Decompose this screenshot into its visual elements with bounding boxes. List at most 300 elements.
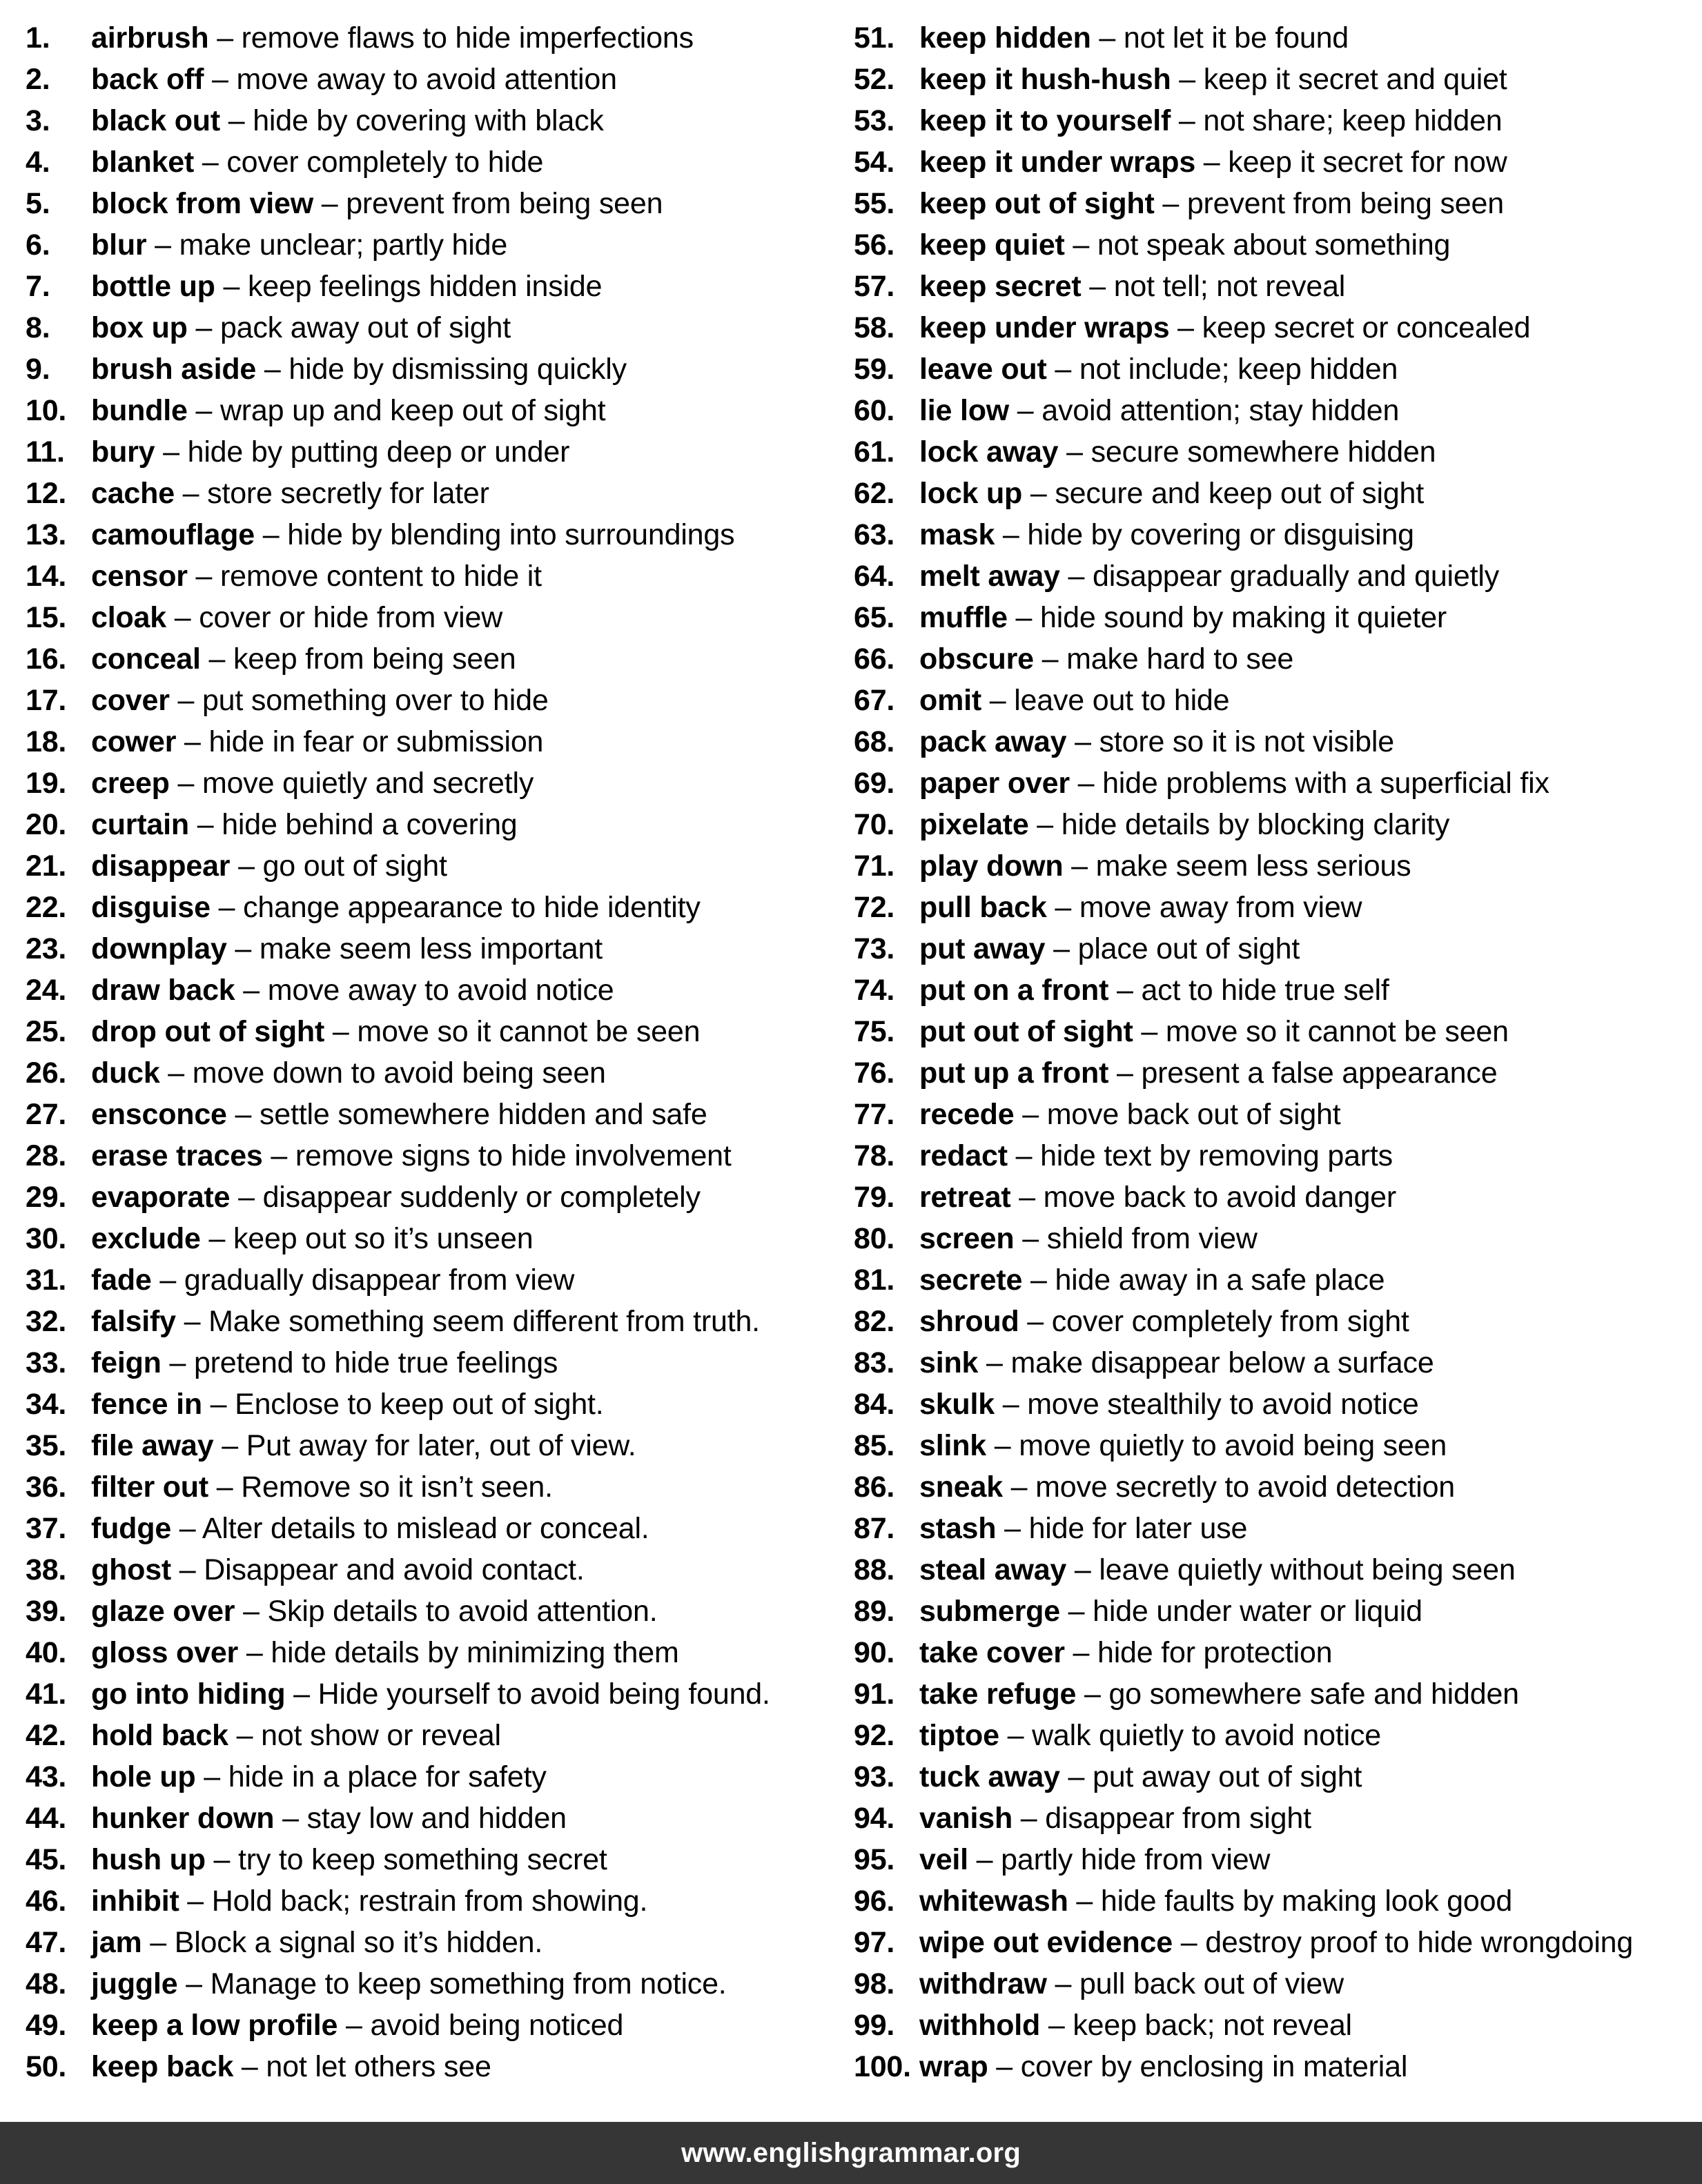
item-body xyxy=(91,721,543,763)
list-item xyxy=(26,307,840,348)
item-number: 25. xyxy=(26,1015,67,1048)
item-term: recede xyxy=(919,1098,1015,1131)
item-separator: – xyxy=(155,435,188,469)
item-term: glaze over xyxy=(91,1595,235,1628)
item-separator: – xyxy=(1022,1263,1055,1297)
item-term: hush up xyxy=(91,1843,206,1876)
list-item xyxy=(26,431,840,473)
item-term: censor xyxy=(91,560,188,593)
item-term: blur xyxy=(91,228,147,262)
item-body xyxy=(91,680,549,721)
item-term: cower xyxy=(91,725,177,758)
item-number: 7. xyxy=(26,270,50,303)
item-separator: – xyxy=(202,1388,235,1421)
list-item xyxy=(26,721,840,763)
item-body xyxy=(91,1011,700,1052)
item-term: hole up xyxy=(91,1760,196,1793)
list-item xyxy=(26,1094,840,1135)
item-number: 69. xyxy=(854,767,895,800)
item-definition: stay low and hidden xyxy=(306,1802,567,1835)
item-number: 40. xyxy=(26,1636,67,1669)
item-term: melt away xyxy=(919,560,1060,593)
item-number: 49. xyxy=(26,2009,67,2042)
item-term: hold back xyxy=(91,1719,228,1752)
item-body xyxy=(919,970,1389,1011)
list-item xyxy=(854,887,1702,928)
item-separator: – xyxy=(213,1429,246,1462)
item-number: 62. xyxy=(854,477,895,510)
item-definition: keep it secret and quiet xyxy=(1203,63,1507,96)
list-item xyxy=(854,1591,1702,1632)
item-definition: cover completely from sight xyxy=(1051,1305,1409,1338)
item-separator: – xyxy=(986,1429,1019,1462)
list-item xyxy=(26,59,840,100)
list-item xyxy=(26,1963,840,2005)
item-separator: – xyxy=(995,518,1028,551)
item-number: 78. xyxy=(854,1139,895,1172)
item-separator: – xyxy=(1069,767,1103,800)
item-term: keep back xyxy=(91,2050,234,2083)
item-separator: – xyxy=(1046,353,1079,386)
item-separator: – xyxy=(1064,1636,1097,1669)
item-body xyxy=(91,1673,770,1715)
item-separator: – xyxy=(1066,725,1099,758)
item-body xyxy=(919,1673,1519,1715)
item-definition: hide sound by making it quieter xyxy=(1040,601,1447,634)
item-separator: – xyxy=(1014,1098,1047,1131)
item-definition: prevent from being seen xyxy=(346,187,663,220)
item-term: wrap xyxy=(919,2050,988,2083)
item-number: 60. xyxy=(854,394,895,427)
item-body xyxy=(91,431,569,473)
item-definition: not tell; not reveal xyxy=(1113,270,1346,303)
item-number: 38. xyxy=(26,1553,67,1586)
item-body xyxy=(91,1135,732,1177)
item-definition: not share; keep hidden xyxy=(1203,104,1503,137)
item-body xyxy=(919,1632,1332,1673)
list-item xyxy=(854,473,1702,514)
list-item xyxy=(854,1425,1702,1466)
item-term: blanket xyxy=(91,146,195,179)
list-item xyxy=(854,638,1702,680)
list-item xyxy=(26,141,840,183)
item-definition: leave quietly without being seen xyxy=(1099,1553,1516,1586)
item-definition: make seem less important xyxy=(259,932,603,965)
item-number: 37. xyxy=(26,1512,67,1545)
item-number: 58. xyxy=(854,311,895,344)
item-definition: pull back out of view xyxy=(1079,1967,1344,2000)
item-body xyxy=(91,1839,607,1880)
item-body xyxy=(91,1259,574,1301)
item-separator: – xyxy=(274,1802,307,1835)
item-number: 26. xyxy=(26,1056,67,1090)
item-separator: – xyxy=(1171,104,1204,137)
item-body xyxy=(919,307,1530,348)
item-number: 32. xyxy=(26,1305,67,1338)
list-item xyxy=(854,1880,1702,1922)
item-number: 17. xyxy=(26,684,67,717)
item-body xyxy=(91,1591,657,1632)
item-definition: keep out so it’s unseen xyxy=(233,1222,534,1255)
list-item xyxy=(26,1549,840,1591)
item-body xyxy=(919,1052,1497,1094)
item-term: pack away xyxy=(919,725,1067,758)
item-separator: – xyxy=(1045,932,1078,965)
item-number: 91. xyxy=(854,1678,895,1711)
item-term: back off xyxy=(91,63,204,96)
item-term: duck xyxy=(91,1056,160,1090)
item-body xyxy=(919,928,1300,970)
item-separator: – xyxy=(996,1512,1029,1545)
item-separator: – xyxy=(228,1719,262,1752)
item-term: redact xyxy=(919,1139,1008,1172)
list-item xyxy=(26,1632,840,1673)
item-body xyxy=(919,763,1549,804)
item-term: disguise xyxy=(91,891,211,924)
item-separator: – xyxy=(187,394,220,427)
item-body xyxy=(91,1384,604,1425)
item-term: lie low xyxy=(919,394,1010,427)
list-item xyxy=(26,1508,840,1549)
item-body xyxy=(91,183,663,224)
item-definition: hide details by minimizing them xyxy=(271,1636,679,1669)
list-item xyxy=(26,1384,840,1425)
item-number: 61. xyxy=(854,435,895,469)
list-item xyxy=(854,183,1702,224)
list-item xyxy=(26,1466,840,1508)
item-body xyxy=(91,1425,636,1466)
item-term: cloak xyxy=(91,601,166,634)
list-item xyxy=(26,473,840,514)
item-separator: – xyxy=(978,1346,1011,1379)
item-definition: leave out to hide xyxy=(1014,684,1230,717)
item-term: draw back xyxy=(91,974,235,1007)
item-body xyxy=(91,473,489,514)
item-separator: – xyxy=(200,1222,233,1255)
word-list-column-left xyxy=(26,17,840,2087)
item-body xyxy=(91,1715,501,1756)
item-number: 30. xyxy=(26,1222,67,1255)
item-separator: – xyxy=(174,477,208,510)
item-number: 12. xyxy=(26,477,67,510)
list-item xyxy=(854,1011,1702,1052)
item-definition: go out of sight xyxy=(262,849,447,883)
item-term: keep it hush-hush xyxy=(919,63,1171,96)
list-item xyxy=(854,555,1702,597)
word-list-column-right xyxy=(854,17,1702,2087)
item-definition: Manage to keep something from notice. xyxy=(210,1967,727,2000)
list-item xyxy=(854,1839,1702,1880)
item-separator: – xyxy=(208,21,242,55)
item-body xyxy=(91,1177,701,1218)
item-definition: cover by enclosing in material xyxy=(1020,2050,1408,2083)
item-number: 42. xyxy=(26,1719,67,1752)
list-item xyxy=(854,1384,1702,1425)
item-number: 86. xyxy=(854,1470,895,1504)
item-term: stash xyxy=(919,1512,997,1545)
item-number: 4. xyxy=(26,146,50,179)
item-definition: Hide yourself to avoid being found. xyxy=(317,1678,770,1711)
item-definition: secure and keep out of sight xyxy=(1055,477,1424,510)
item-number: 81. xyxy=(854,1263,895,1297)
item-separator: – xyxy=(188,808,222,841)
item-separator: – xyxy=(1013,1802,1046,1835)
item-definition: Disappear and avoid contact. xyxy=(204,1553,585,1586)
item-number: 14. xyxy=(26,560,67,593)
item-term: put on a front xyxy=(919,974,1109,1007)
item-term: drop out of sight xyxy=(91,1015,325,1048)
item-separator: – xyxy=(1007,1139,1041,1172)
item-definition: disappear from sight xyxy=(1045,1802,1311,1835)
item-definition: move back out of sight xyxy=(1046,1098,1341,1131)
item-separator: – xyxy=(1171,63,1204,96)
item-definition: secure somewhere hidden xyxy=(1090,435,1436,469)
list-item xyxy=(854,970,1702,1011)
list-item xyxy=(854,1094,1702,1135)
item-number: 80. xyxy=(854,1222,895,1255)
item-body xyxy=(919,1715,1381,1756)
item-number: 13. xyxy=(26,518,67,551)
item-body xyxy=(919,845,1411,887)
item-definition: hide by blending into surroundings xyxy=(287,518,735,551)
item-body xyxy=(919,1094,1341,1135)
item-term: creep xyxy=(91,767,170,800)
list-item xyxy=(854,1218,1702,1259)
item-body xyxy=(91,266,602,307)
item-number: 31. xyxy=(26,1263,67,1297)
item-body xyxy=(919,17,1349,59)
item-term: fudge xyxy=(91,1512,172,1545)
item-definition: make seem less serious xyxy=(1095,849,1411,883)
item-definition: hide for later use xyxy=(1028,1512,1248,1545)
item-term: withdraw xyxy=(919,1967,1047,2000)
item-body xyxy=(91,1549,585,1591)
item-body xyxy=(919,224,1450,266)
item-definition: not let others see xyxy=(266,2050,491,2083)
item-body xyxy=(919,183,1504,224)
item-definition: change appearance to hide identity xyxy=(243,891,701,924)
list-item xyxy=(26,514,840,555)
item-term: submerge xyxy=(919,1595,1060,1628)
item-number: 59. xyxy=(854,353,895,386)
list-item xyxy=(854,1715,1702,1756)
item-separator: – xyxy=(169,684,202,717)
item-number: 88. xyxy=(854,1553,895,1586)
item-number: 1. xyxy=(26,21,50,55)
item-body xyxy=(91,763,534,804)
item-separator: – xyxy=(166,601,199,634)
item-body xyxy=(919,721,1394,763)
item-term: wipe out evidence xyxy=(919,1926,1173,1959)
item-definition: hide for protection xyxy=(1097,1636,1333,1669)
item-definition: hide details by blocking clarity xyxy=(1061,808,1450,841)
item-separator: – xyxy=(1154,187,1187,220)
item-definition: Enclose to keep out of sight. xyxy=(235,1388,604,1421)
item-term: shroud xyxy=(919,1305,1019,1338)
item-definition: put something over to hide xyxy=(202,684,549,717)
item-separator: – xyxy=(254,518,288,551)
item-number: 66. xyxy=(854,642,895,676)
list-item xyxy=(854,1466,1702,1508)
item-definition: hide faults by making look good xyxy=(1100,1885,1513,1918)
item-definition: move away to avoid notice xyxy=(267,974,614,1007)
item-separator: – xyxy=(988,2050,1021,2083)
item-term: mask xyxy=(919,518,995,551)
list-item xyxy=(26,1011,840,1052)
list-item xyxy=(26,887,840,928)
item-definition: try to keep something secret xyxy=(238,1843,607,1876)
item-definition: go somewhere safe and hidden xyxy=(1108,1678,1519,1711)
item-separator: – xyxy=(999,1719,1033,1752)
item-body xyxy=(919,1963,1344,2005)
item-term: omit xyxy=(919,684,981,717)
item-number: 95. xyxy=(854,1843,895,1876)
list-item xyxy=(854,2005,1702,2046)
list-item xyxy=(26,970,840,1011)
item-body xyxy=(91,970,614,1011)
item-term: ghost xyxy=(91,1553,172,1586)
item-body xyxy=(91,1922,542,1963)
list-item xyxy=(854,307,1702,348)
item-number: 67. xyxy=(854,684,895,717)
item-body xyxy=(919,597,1447,638)
item-separator: – xyxy=(187,311,220,344)
item-body xyxy=(91,514,734,555)
item-separator: – xyxy=(141,1926,175,1959)
item-separator: – xyxy=(171,1553,204,1586)
item-body xyxy=(919,1342,1434,1384)
item-definition: Block a signal so it’s hidden. xyxy=(174,1926,543,1959)
item-term: take refuge xyxy=(919,1678,1077,1711)
item-definition: hide text by removing parts xyxy=(1040,1139,1393,1172)
footer-website-link[interactable]: www.englishgrammar.org xyxy=(681,2137,1021,2168)
item-body xyxy=(919,266,1345,307)
item-number: 53. xyxy=(854,104,895,137)
item-term: block from view xyxy=(91,187,313,220)
item-term: obscure xyxy=(919,642,1034,676)
item-separator: – xyxy=(1081,270,1114,303)
list-item xyxy=(26,1177,840,1218)
item-definition: hide under water or liquid xyxy=(1093,1595,1422,1628)
item-term: steal away xyxy=(919,1553,1067,1586)
item-body xyxy=(919,514,1414,555)
item-term: keep it to yourself xyxy=(919,104,1171,137)
item-number: 83. xyxy=(854,1346,895,1379)
item-separator: – xyxy=(187,560,221,593)
item-number: 63. xyxy=(854,518,895,551)
list-item xyxy=(854,928,1702,970)
list-item xyxy=(26,1342,840,1384)
item-definition: remove flaws to hide imperfections xyxy=(241,21,694,55)
item-definition: gradually disappear from view xyxy=(184,1263,575,1297)
list-item xyxy=(854,1549,1702,1591)
item-number: 47. xyxy=(26,1926,67,1959)
item-term: slink xyxy=(919,1429,986,1462)
list-item xyxy=(26,1135,840,1177)
item-body xyxy=(919,59,1507,100)
item-definition: prevent from being seen xyxy=(1186,187,1504,220)
item-body xyxy=(91,638,516,680)
item-term: whitewash xyxy=(919,1885,1068,1918)
item-separator: – xyxy=(1066,1553,1099,1586)
item-number: 68. xyxy=(854,725,895,758)
item-term: put out of sight xyxy=(919,1015,1133,1048)
item-body xyxy=(91,1052,606,1094)
item-body xyxy=(919,1011,1509,1052)
list-item xyxy=(26,555,840,597)
item-number: 39. xyxy=(26,1595,67,1628)
list-item xyxy=(26,2005,840,2046)
item-body xyxy=(91,804,518,845)
list-item xyxy=(26,17,840,59)
item-body xyxy=(919,1259,1385,1301)
item-definition: hide by dismissing quickly xyxy=(288,353,627,386)
list-item xyxy=(854,1963,1702,2005)
item-number: 84. xyxy=(854,1388,895,1421)
list-item xyxy=(854,224,1702,266)
item-definition: not speak about something xyxy=(1097,228,1451,262)
item-number: 64. xyxy=(854,560,895,593)
item-body xyxy=(91,555,542,597)
item-body xyxy=(91,597,502,638)
list-item xyxy=(854,804,1702,845)
item-definition: move quietly to avoid being seen xyxy=(1019,1429,1447,1462)
list-item xyxy=(26,597,840,638)
item-term: gloss over xyxy=(91,1636,239,1669)
item-number: 43. xyxy=(26,1760,67,1793)
item-definition: partly hide from view xyxy=(1001,1843,1271,1876)
item-term: file away xyxy=(91,1429,214,1462)
item-separator: – xyxy=(1033,642,1067,676)
list-item xyxy=(854,141,1702,183)
item-term: put away xyxy=(919,932,1046,965)
item-number: 77. xyxy=(854,1098,895,1131)
list-item xyxy=(854,1798,1702,1839)
list-item xyxy=(854,597,1702,638)
item-term: downplay xyxy=(91,932,227,965)
item-term: erase traces xyxy=(91,1139,263,1172)
item-separator: – xyxy=(1059,560,1093,593)
item-term: disappear xyxy=(91,849,231,883)
item-separator: – xyxy=(981,684,1015,717)
item-body xyxy=(91,1301,760,1342)
item-body xyxy=(919,141,1507,183)
list-item xyxy=(26,1839,840,1880)
item-definition: cover completely to hide xyxy=(226,146,544,179)
item-separator: – xyxy=(171,1512,202,1545)
item-separator: – xyxy=(1133,1015,1166,1048)
item-number: 75. xyxy=(854,1015,895,1048)
item-separator: – xyxy=(235,1595,268,1628)
item-definition: Alter details to mislead or conceal. xyxy=(202,1512,649,1545)
item-body xyxy=(919,555,1499,597)
item-term: keep quiet xyxy=(919,228,1065,262)
item-separator: – xyxy=(1002,1470,1036,1504)
footer-band xyxy=(0,2122,1702,2184)
item-body xyxy=(919,100,1503,141)
item-number: 93. xyxy=(854,1760,895,1793)
item-definition: act to hide true self xyxy=(1141,974,1389,1007)
item-definition: walk quietly to avoid notice xyxy=(1032,1719,1381,1752)
item-separator: – xyxy=(1195,146,1229,179)
item-number: 87. xyxy=(854,1512,895,1545)
item-definition: store secretly for later xyxy=(207,477,489,510)
item-term: filter out xyxy=(91,1470,208,1504)
list-item xyxy=(26,1218,840,1259)
item-separator: – xyxy=(226,932,260,965)
item-number: 65. xyxy=(854,601,895,634)
item-term: ensconce xyxy=(91,1098,227,1131)
